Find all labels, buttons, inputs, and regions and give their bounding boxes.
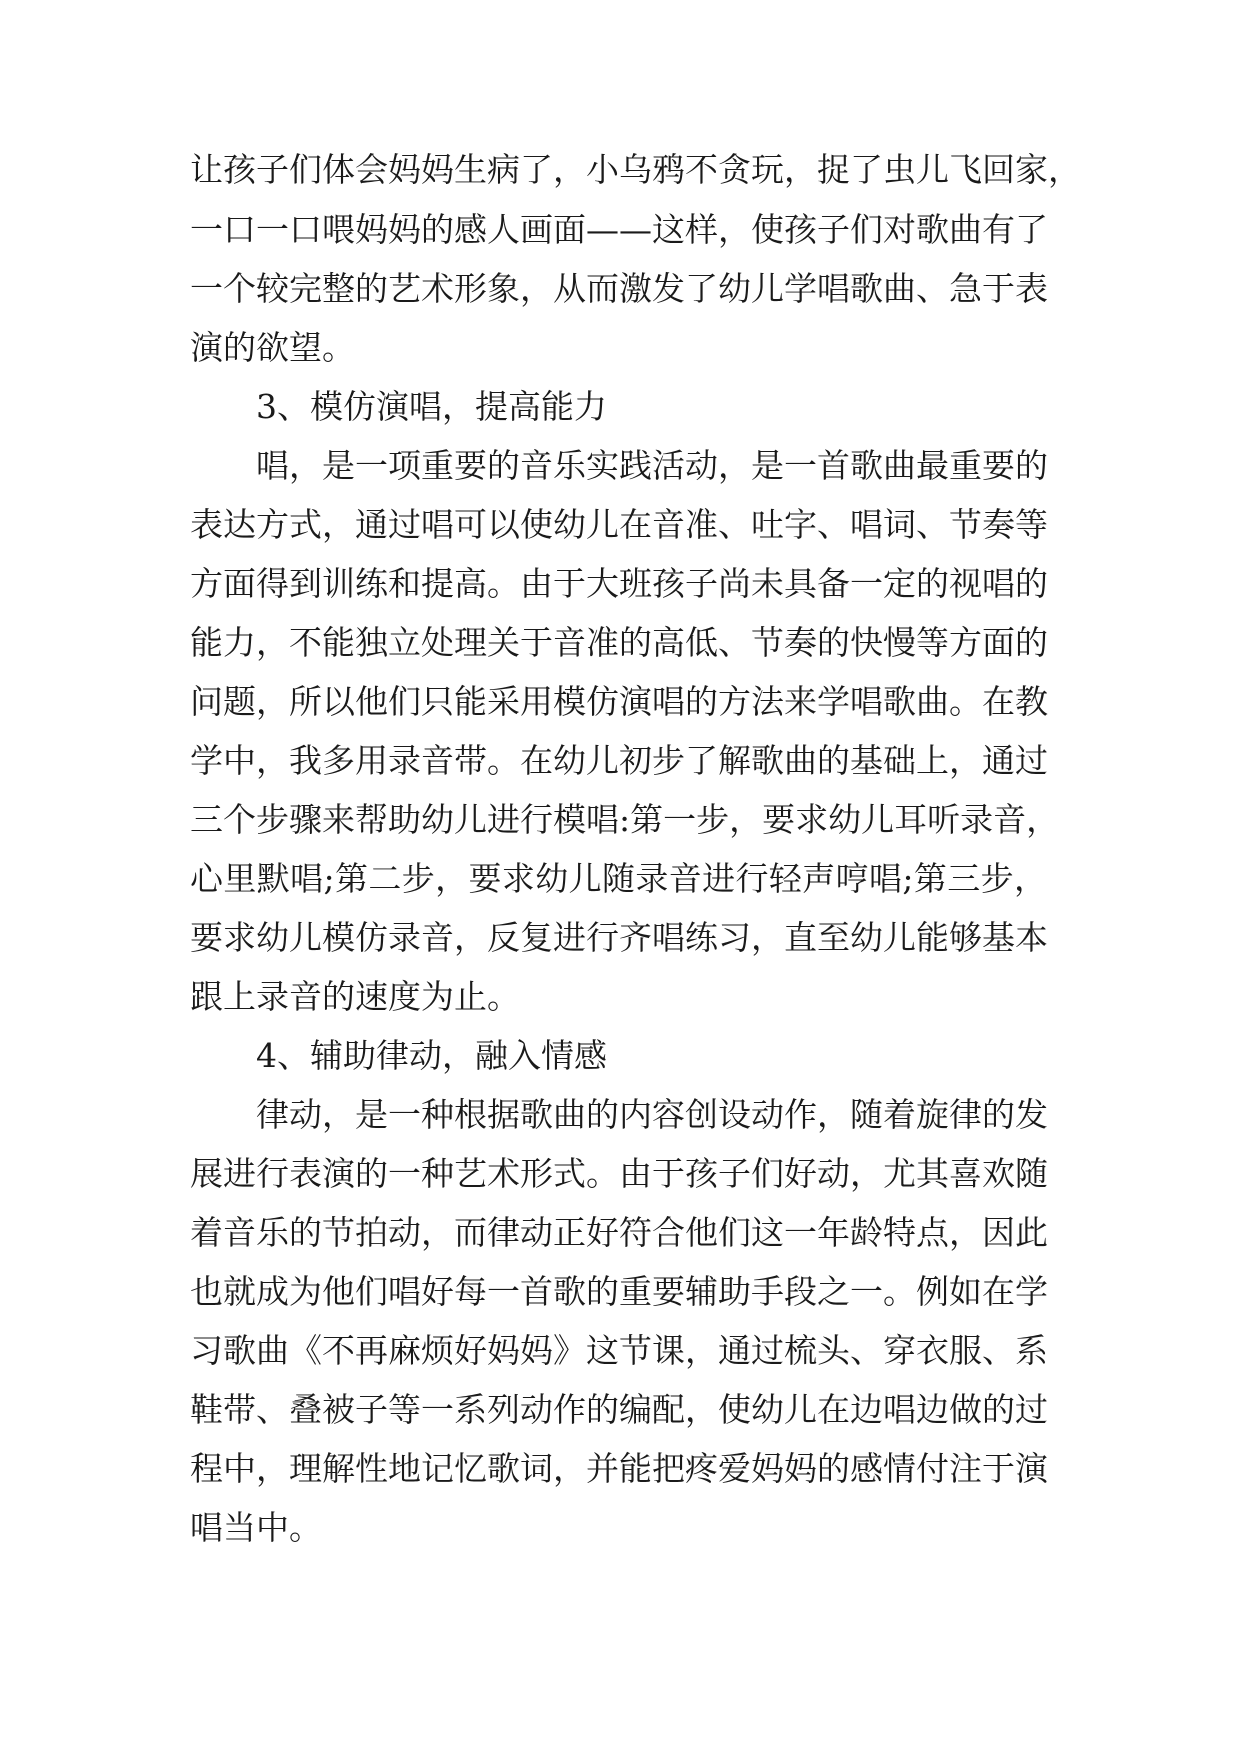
paragraph-line: 律动，是一种根据歌曲的内容创设动作，随着旋律的发	[256, 1095, 1048, 1134]
section-heading: 4、辅助律动，融入情感	[256, 1036, 607, 1075]
paragraph-line: 让孩子们体会妈妈生病了，小乌鸦不贪玩，捉了虫儿飞回家，	[190, 150, 1081, 189]
paragraph-line: 方面得到训练和提高。由于大班孩子尚未具备一定的视唱的	[190, 564, 1048, 603]
paragraph-line: 展进行表演的一种艺术形式。由于孩子们好动，尤其喜欢随	[190, 1154, 1048, 1193]
paragraph-line: 三个步骤来帮助幼儿进行模唱:第一步，要求幼儿耳听录音，	[190, 800, 1060, 839]
paragraph-line: 习歌曲《不再麻烦好妈妈》这节课，通过梳头、穿衣服、系	[190, 1331, 1048, 1370]
paragraph-line: 也就成为他们唱好每一首歌的重要辅助手段之一。例如在学	[190, 1272, 1048, 1311]
paragraph-line: 演的欲望。	[190, 328, 355, 367]
paragraph-line: 鞋带、叠被子等一系列动作的编配，使幼儿在边唱边做的过	[190, 1390, 1048, 1429]
paragraph-line: 程中，理解性地记忆歌词，并能把疼爱妈妈的感情付注于演	[190, 1449, 1048, 1488]
paragraph-line: 唱当中。	[190, 1508, 322, 1547]
paragraph-line: 唱，是一项重要的音乐实践活动，是一首歌曲最重要的	[256, 446, 1048, 485]
paragraph-line: 表达方式，通过唱可以使幼儿在音准、吐字、唱词、节奏等	[190, 505, 1048, 544]
paragraph-line: 一口一口喂妈妈的感人画面——这样，使孩子们对歌曲有了	[190, 210, 1048, 249]
paragraph-line: 要求幼儿模仿录音，反复进行齐唱练习，直至幼儿能够基本	[190, 918, 1048, 957]
paragraph-line: 问题，所以他们只能采用模仿演唱的方法来学唱歌曲。在教	[190, 682, 1048, 721]
section-heading: 3、模仿演唱，提高能力	[256, 387, 607, 426]
paragraph-line: 一个较完整的艺术形象，从而激发了幼儿学唱歌曲、急于表	[190, 269, 1048, 308]
paragraph-line: 心里默唱;第二步，要求幼儿随录音进行轻声哼唱;第三步，	[190, 859, 1047, 898]
paragraph-line: 能力，不能独立处理关于音准的高低、节奏的快慢等方面的	[190, 623, 1048, 662]
paragraph-line: 着音乐的节拍动，而律动正好符合他们这一年龄特点，因此	[190, 1213, 1048, 1252]
paragraph-line: 学中，我多用录音带。在幼儿初步了解歌曲的基础上，通过	[190, 741, 1048, 780]
paragraph-line: 跟上录音的速度为止。	[190, 977, 520, 1016]
